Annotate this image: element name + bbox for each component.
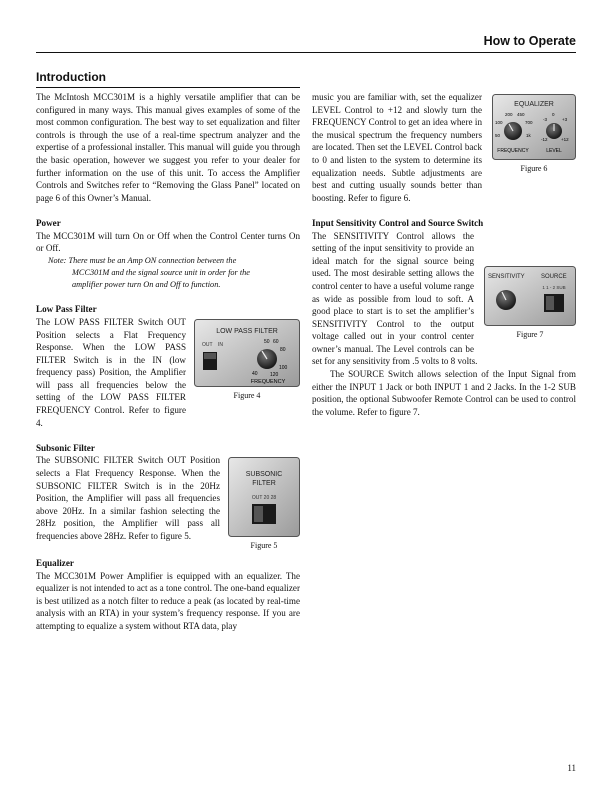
page-number: 11 xyxy=(567,763,576,773)
svg-text:120: 120 xyxy=(270,371,279,378)
figure-caption: Figure 7 xyxy=(516,329,544,339)
power-note-line: Note: There must be an Amp ON connection between the xyxy=(48,255,237,265)
svg-text:100: 100 xyxy=(495,120,503,125)
svg-text:60: 60 xyxy=(273,338,279,345)
section-title-rule xyxy=(36,87,300,88)
lowpass-paragraph: LOW PASS FILTER OUT IN 50 60 80 100 120 40 FREQUENCY Figure 4 The LOW PASS FILTER Switch OUT Position selects a Flat Frequency Response. When the LOW PASS FILTER Switch is in the IN (low frequency pass) Position, the Amplifier will pass all frequencies below the setting of the LOW PASS FILTER FREQUENCY Control. Refer to figure 4. xyxy=(36,316,300,429)
svg-text:50: 50 xyxy=(495,133,501,138)
running-header-title: How to Operate xyxy=(483,34,576,48)
subsonic-filter-panel-image xyxy=(228,457,300,537)
svg-text:SUBSONIC: SUBSONIC xyxy=(245,471,283,479)
section-title-introduction: Introduction xyxy=(36,70,106,84)
subsonic-heading: Subsonic Filter xyxy=(36,442,95,453)
figure-caption: Figure 4 xyxy=(233,390,261,400)
power-note-line: MCC301M and the signal source unit in order for the xyxy=(72,267,250,277)
figure-4 xyxy=(194,319,300,403)
sensitivity-heading: Input Sensitivity Control and Source Switch xyxy=(312,217,484,228)
sensitivity-paragraph: SENSITIVITY SOURCE 1 1 - 2 SUB Figure 7 The SENSITIVITY Control allows the setting of the input sensitivity to provide an ideal match for the signal source being used. The most desirable setting allows the control center to have a useful volume range as wide as possible from loud to soft. A good place to start is to set the amplifier’s SENSITIVITY Control to the output voltage called out in your control center owner’s manual. The Level controls can be set for any sensitivity from .5 volts to 8 volts. xyxy=(312,230,576,369)
svg-text:40: 40 xyxy=(252,370,258,377)
equalizer-paragraph: The MCC301M Power Amplifier is equipped with an equalizer. The equalizer is not intended to act as a tone control. The one-band equalizer is best utilized as a notch filter to reduce a peak (as located by real-time analysis with an RTA) in your system’s frequency response. If you are attempting to equalize a system without RTA data, play xyxy=(36,570,300,631)
svg-text:SOURCE: SOURCE xyxy=(541,273,567,280)
figure-5 xyxy=(228,457,300,553)
svg-text:0: 0 xyxy=(552,112,555,117)
svg-text:100: 100 xyxy=(279,364,288,371)
svg-text:SENSITIVITY: SENSITIVITY xyxy=(488,273,525,280)
figure-caption: Figure 5 xyxy=(250,541,278,551)
intro-paragraph: The McIntosh MCC301M is a highly versatile amplifier that can be configured in many ways. This manual gives examples of some of the most common configuration. The best way to set equalization and filter controls is through the use of a real-time spectrum analyzer and the expertise of a professional installer. This manual will guide you through the basic operation, however we suggest you refer to your dealer for further information on the use of this unit. To access the Amplifier Controls and Switches refer to “Removing the Glass Panel” located on page 6 of this Owner’s Manual. xyxy=(36,92,300,203)
sensitivity-source-panel-image xyxy=(484,266,576,326)
svg-text:-3: -3 xyxy=(543,117,548,122)
svg-text:200: 200 xyxy=(505,112,513,117)
equalizer-continued-paragraph: EQUALIZER 200 450 100 700 50 1k FREQUENCY 0 -3 +3 -12 +12 LEVEL Figure 6 music you are familiar with, set the equalizer LEVEL Control to +12 and slowly turn the FREQUENCY Control to get an idea where in the musical spectrum the frequency numbers are located. Then set the LEVEL Control back to 0 and listen to the system to determine its equalization needs. Subtle adjustments are best and cutting usually sounds better than boosting. Refer to figure 6. xyxy=(312,91,576,204)
right-column xyxy=(312,91,576,418)
svg-text:1 1 - 2 SUB: 1 1 - 2 SUB xyxy=(542,284,566,290)
source-paragraph: The SOURCE Switch allows selection of the Input Signal from either the INPUT 1 Jack or both INPUT 1 and 2 Jacks. In the 1-2 SUB position, the optional Subwoofer Remote Control can be used to control the volume. Refer to figure 7. xyxy=(312,369,576,417)
svg-text:IN: IN xyxy=(218,341,223,348)
svg-text:80: 80 xyxy=(280,346,286,353)
power-paragraph: The MCC301M will turn On or Off when the Control Center turns On or Off. xyxy=(36,230,300,254)
power-note-line: amplifier power turn On and Off to function. xyxy=(72,279,221,289)
svg-text:+3: +3 xyxy=(562,117,568,122)
svg-text:50: 50 xyxy=(264,338,270,345)
power-note xyxy=(36,255,300,291)
svg-text:-12: -12 xyxy=(541,137,548,142)
power-heading: Power xyxy=(36,217,61,228)
svg-text:LEVEL: LEVEL xyxy=(546,148,562,154)
svg-text:FREQUENCY: FREQUENCY xyxy=(497,148,529,154)
svg-text:EQUALIZER: EQUALIZER xyxy=(514,101,554,108)
left-column xyxy=(36,91,300,633)
panel-title: LOW PASS FILTER xyxy=(216,327,278,335)
lowpass-heading: Low Pass Filter xyxy=(36,304,97,315)
equalizer-heading: Equalizer xyxy=(36,558,74,569)
figure-caption: Figure 6 xyxy=(520,164,548,173)
svg-text:FREQUENCY: FREQUENCY xyxy=(250,378,286,385)
svg-text:450: 450 xyxy=(517,112,525,117)
header-rule xyxy=(36,52,576,53)
subsonic-paragraph: SUBSONIC FILTER OUT 20 28 Figure 5 The SUBSONIC FILTER Switch OUT Position selects a Flat Frequency Response. When the SUBSONIC FILTER Switch is in the 20Hz Position, the Amplifier will pass all frequencies above 20Hz. In a similar fashion selecting the 28Hz position, the Amplifier will pass all frequencies above 28Hz. Refer to figure 5. xyxy=(36,454,300,542)
svg-text:FILTER: FILTER xyxy=(252,480,276,488)
svg-text:+12: +12 xyxy=(561,137,569,142)
svg-text:700: 700 xyxy=(525,120,533,125)
figure-7 xyxy=(484,266,576,342)
equalizer-panel-image xyxy=(492,94,576,160)
svg-text:1k: 1k xyxy=(526,133,531,138)
figure-6 xyxy=(492,94,576,176)
low-pass-filter-panel-image xyxy=(194,319,300,387)
svg-text:OUT 20 28: OUT 20 28 xyxy=(251,495,277,502)
svg-text:OUT: OUT xyxy=(202,341,213,348)
